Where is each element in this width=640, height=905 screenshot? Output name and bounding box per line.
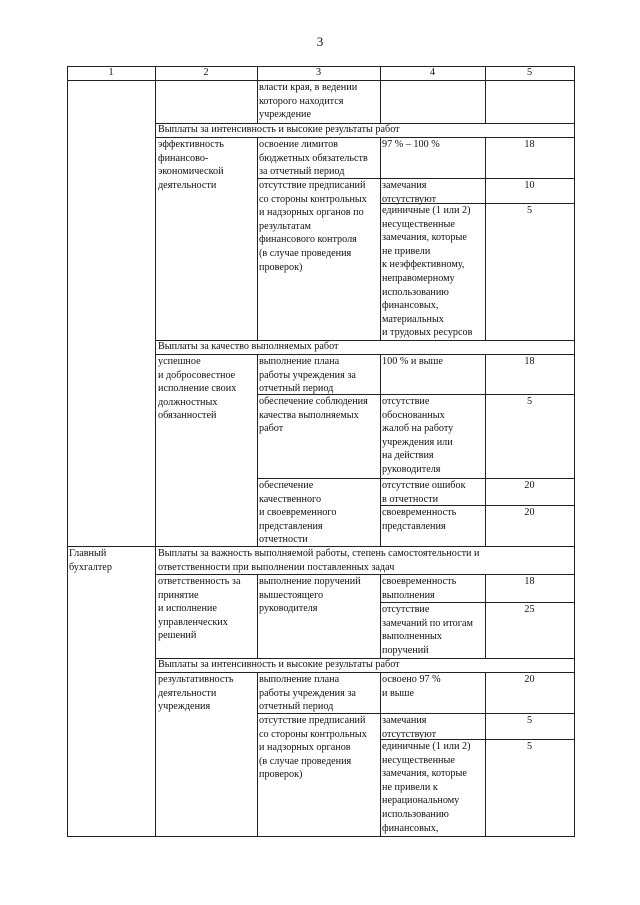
condition-cell: замечания отсутствуют <box>382 715 437 740</box>
vline <box>380 672 381 837</box>
condition-cell: замечания отсутствуют <box>382 180 437 205</box>
vline <box>485 672 486 837</box>
criteria-cell: результативность деятельности учреждения <box>158 674 234 713</box>
amount-cell: 20 <box>524 507 535 518</box>
condition-cell: своевременность выполнения <box>382 576 457 601</box>
vline <box>380 354 381 547</box>
header-col-2: 2 <box>203 67 209 78</box>
condition-cell: отсутствие замечаний по итогам выполненных поручений <box>382 604 473 656</box>
vline <box>257 672 258 837</box>
amount-cell: 20 <box>524 674 535 685</box>
indicator-cell: отсутствие предписаний со стороны контрольных и надзорных органов по результатам финансового контроля (в случае проведения проверок) <box>259 180 367 273</box>
header-col-3: 3 <box>315 67 322 78</box>
condition-cell: отсутствие обоснованных жалоб на работу учреждения или на действия руководителя <box>382 396 454 475</box>
vline <box>380 137 381 341</box>
criteria-cell: ответственность за принятие и исполнение управленческих решений <box>158 576 241 642</box>
vline <box>257 574 258 659</box>
amount-cell: 5 <box>526 715 533 726</box>
position-cell: Главный бухгалтер <box>69 548 112 573</box>
amount-cell: 18 <box>524 576 535 587</box>
amount-cell: 5 <box>526 741 533 752</box>
condition-cell: своевременность представления <box>382 507 457 532</box>
amount-cell: 10 <box>524 180 535 191</box>
indicator-cell: выполнение плана работы учреждения за отчетный период <box>259 674 356 713</box>
vline <box>485 137 486 341</box>
condition-cell: 97 % – 100 % <box>382 139 440 150</box>
header-col-1: 1 <box>108 67 114 78</box>
amount-cell: 5 <box>526 396 533 407</box>
vline <box>257 354 258 547</box>
indicator-cell: освоение лимитов бюджетных обязательств за отчетный период <box>259 139 368 178</box>
amount-cell: 20 <box>524 480 535 491</box>
indicator-cell: отсутствие предписаний со стороны контрольных и надзорных органов (в случае проведения проверок) <box>259 715 367 781</box>
indicator-cell: выполнение поручений вышестоящего руководителя <box>259 576 361 615</box>
cont-cell-c3: власти края, в ведении которого находится учреждение <box>259 82 358 121</box>
criteria-cell: успешное и добросовестное исполнение своих должностных обязанностей <box>158 356 237 422</box>
condition-cell: 100 % и выше <box>382 356 443 367</box>
vline <box>257 137 258 341</box>
criteria-cell: эффективность финансово- экономической деятельности <box>158 139 224 191</box>
section-title: Выплаты за интенсивность и высокие результаты работ <box>158 659 400 670</box>
condition-cell: отсутствие ошибок в отчетности <box>382 480 466 505</box>
header-col-5: 5 <box>526 67 533 78</box>
indicator-cell: обеспечение соблюдения качества выполняемых работ <box>259 396 368 435</box>
header-col-4: 4 <box>429 67 436 78</box>
section-title: Выплаты за качество выполняемых работ <box>158 341 339 352</box>
amount-cell: 25 <box>524 604 535 615</box>
indicator-cell: обеспечение качественного и своевременного представления отчетности <box>259 480 337 546</box>
condition-cell: единичные (1 или 2) несущественные замечания, которые не привели к нерациональному использованию финансовых, <box>382 741 471 834</box>
vline <box>155 66 156 837</box>
page-number: 3 <box>316 34 324 49</box>
vline <box>67 66 68 837</box>
amount-cell: 18 <box>524 139 535 150</box>
amount-cell: 5 <box>526 205 533 216</box>
section-title: Выплаты за важность выполняемой работы, степень самостоятельности и ответственности при выполнении поставленных задач <box>158 548 480 573</box>
vline <box>574 66 575 837</box>
condition-cell: освоено 97 % и выше <box>382 674 441 699</box>
condition-cell: единичные (1 или 2) несущественные замечания, которые не привели к неэффективному, неправомерному использованию финансовых, материальных и трудовых ресурсов <box>382 205 473 339</box>
amount-cell: 18 <box>524 356 535 367</box>
section-title: Выплаты за интенсивность и высокие результаты работ <box>158 124 400 135</box>
indicator-cell: выполнение плана работы учреждения за отчетный период <box>259 356 356 395</box>
vline <box>380 574 381 659</box>
hline <box>67 836 575 837</box>
